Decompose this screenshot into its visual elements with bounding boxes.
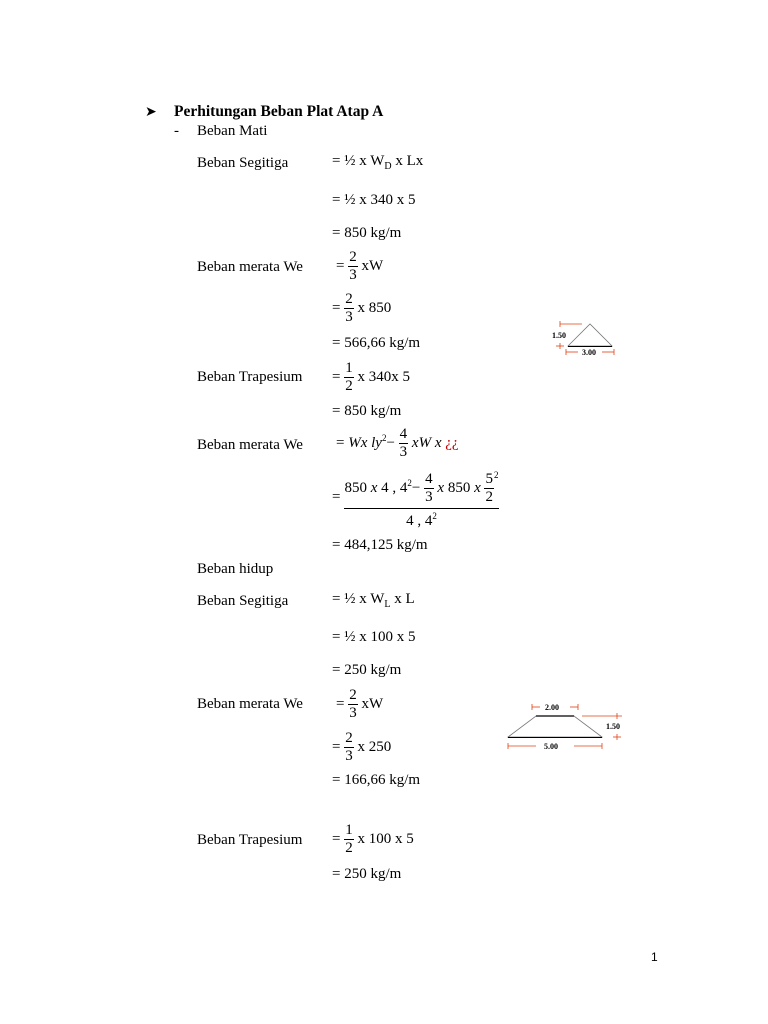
live-trap-label: Beban Trapesium <box>197 832 303 848</box>
dead-seg-label: Beban Segitiga <box>197 155 289 171</box>
dead-we2b-numerator: 850 x 4 , $4^2-$ $\frac{4}{3}$ x 850 x $\frac{5}{2}$ $^2$ <box>344 470 499 506</box>
bullet-arrow-icon: ➤ <box>145 105 157 120</box>
trapezium-top-label: 2.00 <box>545 703 559 712</box>
trapezium-height-label: 1.50 <box>606 722 620 731</box>
dead-we1-eq: = $\frac{2}{3}$ xW <box>336 249 384 283</box>
dead-load-title: Beban Mati <box>197 123 268 139</box>
trapezium-shape <box>508 716 602 737</box>
dead-we1-result: = 566,66 kg/m <box>332 335 421 351</box>
live-seg-eq1: = ½ x $W_L$ x L <box>332 591 415 610</box>
dead-seg-eq2: = ½ x 340 x 5 <box>332 192 416 208</box>
dead-trap-eq2: = 850 kg/m <box>332 403 402 419</box>
live-trap-eq1: = $\frac{1}{2}$ x 100 x 5 <box>332 822 414 856</box>
live-seg-eq3: = 250 kg/m <box>332 662 402 678</box>
live-we-result: = 166,66 kg/m <box>332 772 421 788</box>
dead-we1-label: Beban merata We <box>197 259 303 275</box>
trapezium-base-label: 5.00 <box>544 742 558 751</box>
dead-we2-eq: = Wx $ly^2-$ $\frac{4}{3}$ xW x ¿¿ <box>336 426 459 460</box>
dead-trap-eq1: = $\frac{1}{2}$ x 340x 5 <box>332 360 410 394</box>
page-number: 1 <box>651 950 658 964</box>
dead-seg-eq1: = ½ x $W_D$ x Lx <box>332 153 424 172</box>
dead-we2b-denominator: 4 , $4^2$ <box>406 511 437 529</box>
live-seg-label: Beban Segitiga <box>197 593 289 609</box>
list-dash: - <box>174 123 179 139</box>
dead-we2-result: = 484,125 kg/m <box>332 537 428 553</box>
fraction-bar <box>344 508 499 509</box>
dead-we2-label: Beban merata We <box>197 437 303 453</box>
live-we-label: Beban merata We <box>197 696 303 712</box>
live-we-eq: = $\frac{2}{3}$ xW <box>336 687 384 721</box>
dead-we1-eq2: = $\frac{2}{3}$ x 850 <box>332 291 392 325</box>
triangle-shape <box>568 324 612 346</box>
live-trap-eq2: = 250 kg/m <box>332 866 402 882</box>
trapezium-load-diagram <box>500 700 632 756</box>
live-load-title: Beban hidup <box>197 561 274 577</box>
live-we-eq2: = $\frac{2}{3}$ x 250 <box>332 730 392 764</box>
dead-trap-label: Beban Trapesium <box>197 369 303 385</box>
triangle-load-diagram <box>546 318 618 360</box>
triangle-height-label: 1.50 <box>552 331 566 340</box>
live-seg-eq2: = ½ x 100 x 5 <box>332 629 416 645</box>
section-heading: Perhitungan Beban Plat Atap A <box>174 103 384 120</box>
triangle-base-label: 3.00 <box>582 348 596 357</box>
dead-we2b-prefix: = <box>332 489 341 505</box>
error-glyph: ¿¿ <box>445 434 459 451</box>
dead-seg-eq3: = 850 kg/m <box>332 225 402 241</box>
